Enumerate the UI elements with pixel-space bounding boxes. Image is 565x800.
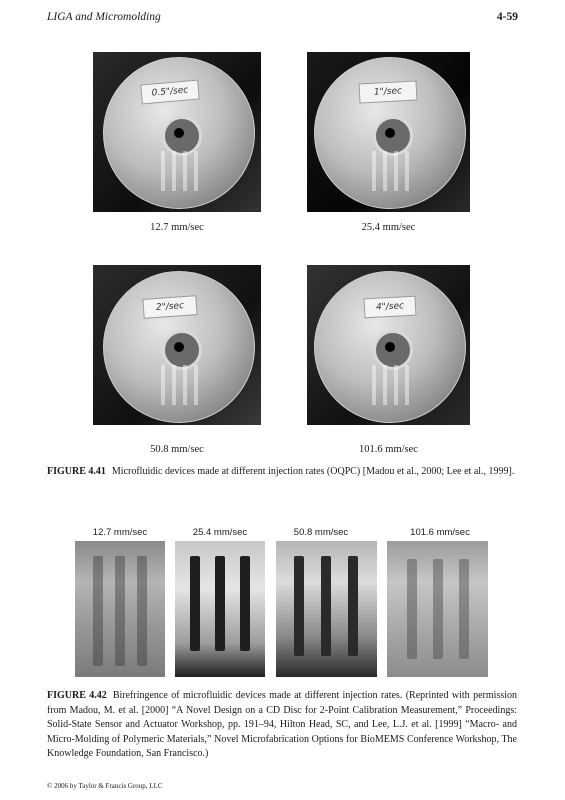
birefringence-photo-4 [387, 541, 488, 677]
strip-label: 50.8 mm/sec [293, 527, 349, 538]
strip-label: 12.7 mm/sec [92, 527, 148, 538]
caption-text: Birefringence of microfluidic devices made at different injection rates. (Reprinted with permission from Madou, M. et al. [2000] “A Novel Design on a CD Disc for 2-Point Calibration Measurement,” Proceedings: Solid-State Sensor and Actuator Workshop, pp. 191–94, Hilton Head, SC, and Lee, L.J. et al. [1999] “Macro- and Micro-Molding of Polymeric Materials,” Novel Microfabrication Options for BioMEMS Conference Workshop, The Knowledge Foundation, San Francisco.) [47, 690, 517, 759]
copyright-footer: © 2006 by Taylor & Francis Group, LLC [47, 782, 163, 790]
rate-caption: 12.7 mm/sec [150, 222, 204, 233]
birefringence-photo-3 [276, 541, 377, 677]
disc-photo-1 [93, 52, 261, 212]
caption-text: Microfluidic devices made at different injection rates (OQPC) [Madou et al., 2000; Lee et al., 1999]. [111, 466, 515, 477]
disc-label-tape: 2"/sec [142, 295, 197, 319]
figure-label: FIGURE 4.42 [47, 690, 107, 701]
figure-4-41-caption [47, 465, 517, 480]
rate-caption: 50.8 mm/sec [150, 444, 204, 455]
running-header-title: LIGA and Micromolding [47, 11, 161, 23]
rate-caption: 101.6 mm/sec [359, 444, 418, 455]
figure-4-42-caption [47, 689, 517, 762]
page-number: 4-59 [496, 11, 518, 23]
birefringence-photo-1 [75, 541, 165, 677]
disc-label-tape: 0.5"/sec [140, 80, 200, 105]
disc-photo-3 [93, 265, 261, 425]
disc-photo-2 [307, 52, 470, 212]
birefringence-photo-2 [175, 541, 265, 677]
disc-label-tape: 4"/sec [364, 296, 417, 319]
disc-photo-4 [307, 265, 470, 425]
figure-label: FIGURE 4.41 [47, 466, 106, 477]
strip-label: 101.6 mm/sec [410, 527, 470, 538]
rate-caption: 25.4 mm/sec [361, 222, 416, 233]
strip-label: 25.4 mm/sec [192, 527, 248, 538]
disc-label-tape: 1"/sec [359, 80, 418, 103]
